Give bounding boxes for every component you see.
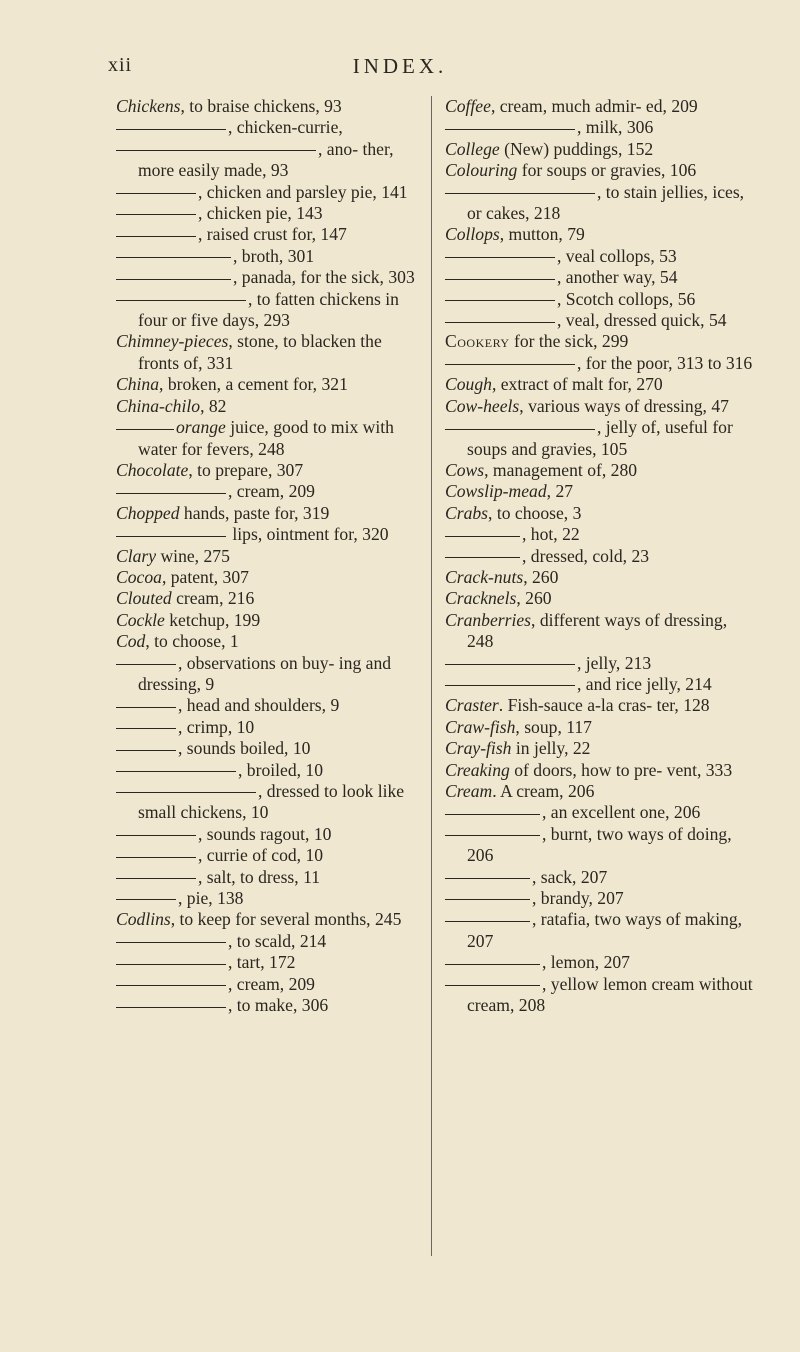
index-entry (445, 396, 755, 417)
index-entry-text: , broken, a cement for, 321 (159, 374, 348, 395)
ditto-dash (116, 664, 176, 665)
index-entry-text: , for the poor, 313 to 316 (577, 352, 753, 373)
index-term: Cranberries (445, 609, 532, 630)
index-entry (445, 867, 755, 888)
ditto-dash (445, 257, 555, 258)
index-entry (116, 653, 422, 696)
index-entry (445, 310, 755, 331)
index-entry-text: , dressed, cold, 23 (522, 545, 650, 566)
index-entry (445, 160, 755, 181)
index-entry-text: , 27 (546, 481, 574, 502)
index-term: Codlins (116, 909, 171, 930)
index-entry (445, 781, 755, 802)
index-entry (116, 588, 422, 609)
ditto-dash (116, 728, 176, 729)
index-entry-text: ketchup, 199 (164, 609, 261, 630)
index-entry (116, 460, 422, 481)
index-entry (116, 546, 422, 567)
ditto-dash (116, 899, 176, 900)
index-entry (445, 610, 755, 653)
index-entry-text: , sack, 207 (532, 866, 608, 887)
index-term: Cough (445, 374, 492, 395)
index-entry-text: , salt, to dress, 11 (198, 866, 321, 887)
index-entry (116, 888, 422, 909)
ditto-dash (445, 985, 540, 986)
index-entry-text: , to scald, 214 (228, 930, 327, 951)
index-entry (116, 717, 422, 738)
ditto-dash (116, 1007, 226, 1008)
right-column (445, 96, 755, 1016)
ditto-dash (445, 322, 555, 323)
ditto-dash (445, 193, 595, 194)
index-term: College (445, 138, 500, 159)
index-entry-text: , veal collops, 53 (557, 245, 677, 266)
index-entry-text: , patent, 307 (161, 566, 249, 587)
index-entry-text: , ratafia, two ways of making, 207 (467, 909, 743, 951)
index-entry-text: of doors, how to pre- vent, 333 (509, 759, 733, 780)
ditto-dash (445, 685, 575, 686)
ditto-dash (116, 964, 226, 965)
index-entry (445, 289, 755, 310)
index-entry (116, 246, 422, 267)
index-entry (116, 503, 422, 524)
index-entry-text: , sounds boiled, 10 (178, 738, 311, 759)
ditto-dash (116, 129, 226, 130)
index-entry-text: , veal, dressed quick, 54 (557, 310, 727, 331)
index-entry-text: , to stain jellies, ices, or cakes, 218 (467, 181, 745, 224)
index-term: Chimney-pieces (116, 331, 229, 352)
index-term: Crack-nuts (445, 566, 524, 587)
index-entry (445, 653, 755, 674)
ditto-dash (116, 236, 196, 237)
index-term: Colouring (445, 160, 518, 181)
index-entry (445, 909, 755, 952)
ditto-dash (116, 878, 196, 879)
index-term: Chocolate (116, 459, 189, 480)
ditto-dash (445, 536, 520, 537)
ditto-dash (445, 664, 575, 665)
index-entry-text: , sounds ragout, 10 (198, 823, 332, 844)
index-entry-text: , tart, 172 (228, 952, 296, 973)
index-entry-text: , 82 (200, 395, 227, 416)
index-entry (445, 588, 755, 609)
index-entry-text: , head and shoulders, 9 (178, 695, 340, 716)
index-entry (445, 481, 755, 502)
ditto-dash (116, 300, 246, 301)
ditto-dash (116, 857, 196, 858)
index-entry (116, 760, 422, 781)
ditto-dash (445, 878, 530, 879)
index-entry-text: , milk, 306 (577, 117, 654, 138)
ditto-dash (445, 429, 595, 430)
index-entry-text: cream, 216 (171, 588, 255, 609)
index-term: Craster (445, 695, 499, 716)
index-entry (445, 888, 755, 909)
index-entry-text: , soup, 117 (515, 716, 592, 737)
index-entry-text: lips, ointment for, 320 (228, 524, 389, 545)
index-entry (445, 503, 755, 524)
ditto-dash (116, 214, 196, 215)
index-entry-text: , lemon, 207 (542, 952, 630, 973)
index-entry-text: , cream, much admir- ed, 209 (490, 96, 698, 116)
index-entry (445, 717, 755, 738)
index-entry (116, 289, 422, 332)
index-entry (116, 845, 422, 866)
index-entry (116, 695, 422, 716)
index-entry-text: , dressed to look like small chickens, 10 (138, 781, 405, 823)
index-entry (445, 738, 755, 759)
ditto-dash (116, 792, 256, 793)
ditto-dash (445, 964, 540, 965)
index-entry (445, 224, 755, 245)
index-entry (116, 417, 422, 460)
index-entry-text: , broth, 301 (233, 245, 315, 266)
index-entry-text: , cream, 209 (228, 481, 315, 502)
index-term: Cows (445, 459, 485, 480)
index-entry (445, 246, 755, 267)
index-entry-text: , jelly of, useful for soups and gravies, 105 (467, 417, 733, 459)
index-entry-text: (New) puddings, 152 (499, 138, 654, 159)
index-term: Craw-fish (445, 716, 516, 737)
index-entry (116, 182, 422, 203)
index-entry-text: , ano- ther, more easily made, 93 (138, 138, 394, 181)
index-entry (116, 567, 422, 588)
index-entry (116, 995, 422, 1016)
ditto-dash (445, 279, 555, 280)
index-entry-text: wine, 275 (156, 545, 230, 566)
index-term: Crabs (445, 502, 489, 523)
index-entry (445, 974, 755, 1017)
index-entry (116, 396, 422, 417)
ditto-dash (445, 557, 520, 558)
index-term: Chickens (116, 96, 181, 116)
index-entry-text: , observations on buy- ing and dressing, 9 (138, 652, 392, 694)
index-entry-text: juice, good to mix with water for fevers, 248 (138, 417, 394, 459)
index-term: Cookery (445, 331, 510, 352)
index-entry-text: , various ways of dressing, 47 (519, 395, 729, 416)
ditto-dash (116, 985, 226, 986)
index-entry-text: hands, paste for, 319 (179, 502, 330, 523)
index-entry (445, 96, 755, 117)
index-entry (445, 331, 755, 352)
index-entry-text: , raised crust for, 147 (198, 224, 347, 245)
index-entry-text: , different ways of dressing, 248 (467, 609, 728, 652)
index-term: Collops (445, 224, 500, 245)
index-term: Cray-fish (445, 738, 512, 759)
index-entry (445, 417, 755, 460)
index-entry (445, 139, 755, 160)
index-entry (116, 481, 422, 502)
index-term: Creaking (445, 759, 510, 780)
index-entry-text: . A cream, 206 (492, 781, 595, 801)
column-divider (431, 96, 432, 1256)
index-entry-text: , 260 (523, 566, 559, 587)
index-entry-text: , pie, 138 (178, 888, 244, 909)
ditto-dash (116, 707, 176, 708)
index-entry (116, 952, 422, 973)
index-entry-text: for soups or gravies, 106 (517, 160, 697, 181)
index-entry-text: , another way, 54 (557, 267, 678, 288)
index-entry (116, 931, 422, 952)
index-entry (445, 760, 755, 781)
index-entry (116, 524, 422, 545)
index-entry-text: , currie of cod, 10 (198, 845, 324, 866)
index-entry-text: , 260 (516, 588, 552, 609)
index-entry (445, 952, 755, 973)
index-entry-text: , chicken pie, 143 (198, 203, 323, 224)
index-term: Cream (445, 781, 493, 801)
index-entry (116, 824, 422, 845)
index-entry (116, 610, 422, 631)
index-entry (116, 974, 422, 995)
index-entry-text: , extract of malt for, 270 (491, 374, 663, 395)
index-term: Clary (116, 545, 157, 566)
page-title: INDEX. (352, 54, 448, 78)
index-entry-text: , to prepare, 307 (188, 459, 304, 480)
ditto-dash (445, 364, 575, 365)
index-entry-text: , broiled, 10 (238, 759, 324, 780)
index-entry-text: , yellow lemon cream without cream, 208 (467, 973, 753, 1016)
index-entry-text: , cream, 209 (228, 973, 315, 994)
index-term: orange (176, 417, 226, 438)
index-entry (116, 331, 422, 374)
index-entry (116, 117, 422, 138)
index-entry (116, 909, 422, 930)
index-entry-text: , hot, 22 (522, 524, 580, 545)
index-entry-text: , to choose, 1 (145, 631, 239, 652)
index-entry-text: , Scotch collops, 56 (557, 288, 696, 309)
index-entry (116, 267, 422, 288)
index-entry-text: , an excellent one, 206 (542, 802, 701, 823)
index-entry-text: , to fatten chickens in four or five days, 293 (138, 288, 399, 331)
index-entry (445, 824, 755, 867)
ditto-dash (116, 257, 231, 258)
ditto-dash (116, 429, 174, 430)
index-entry (445, 802, 755, 823)
ditto-dash (116, 835, 196, 836)
left-column (116, 96, 422, 1016)
index-entry-text: for the sick, 299 (509, 331, 629, 352)
index-entry-text: , crimp, 10 (178, 716, 255, 737)
ditto-dash (445, 300, 555, 301)
ditto-dash (116, 279, 231, 280)
index-entry-text: , to braise chickens, 93 (180, 96, 342, 116)
index-entry-text: , and rice jelly, 214 (577, 673, 712, 694)
index-entry-text: , chicken-currie, (228, 117, 343, 138)
index-entry-text: , burnt, two ways of doing, 206 (467, 823, 732, 866)
index-term: China (116, 374, 160, 395)
ditto-dash (116, 750, 176, 751)
index-entry (445, 267, 755, 288)
index-term: Clouted (116, 588, 172, 609)
index-term: Cowslip-mead (445, 481, 547, 502)
index-term: Coffee (445, 96, 491, 116)
ditto-dash (116, 942, 226, 943)
index-entry-text: , management of, 280 (484, 459, 638, 480)
index-entry (116, 96, 422, 117)
index-entry (445, 524, 755, 545)
index-entry (116, 224, 422, 245)
page-number: xii (108, 54, 133, 76)
index-entry (445, 567, 755, 588)
index-entry-text: , brandy, 207 (532, 888, 624, 909)
index-entry-text: , jelly, 213 (577, 652, 652, 673)
index-entry (445, 353, 755, 374)
index-term: Cockle (116, 609, 165, 630)
index-entry (445, 374, 755, 395)
index-entry-text: , panada, for the sick, 303 (233, 267, 415, 288)
index-entry (445, 182, 755, 225)
ditto-dash (116, 536, 226, 537)
index-term: Cow-heels (445, 395, 520, 416)
index-entry (116, 631, 422, 652)
ditto-dash (445, 129, 575, 130)
index-entry (445, 674, 755, 695)
index-entry-text: , mutton, 79 (499, 224, 585, 245)
ditto-dash (445, 899, 530, 900)
index-entry-text: , to choose, 3 (488, 502, 582, 523)
index-entry (116, 867, 422, 888)
index-entry-text: , to keep for several months, 245 (170, 909, 402, 930)
ditto-dash (116, 193, 196, 194)
index-entry (116, 781, 422, 824)
index-entry (116, 203, 422, 224)
index-entry-text: , stone, to blacken the fronts of, 331 (138, 331, 382, 373)
index-term: Cocoa (116, 566, 162, 587)
index-entry (445, 117, 755, 138)
ditto-dash (445, 814, 540, 815)
index-entry-text: . Fish-sauce a-la cras- ter, 128 (498, 695, 710, 716)
index-entry (445, 695, 755, 716)
index-entry (116, 738, 422, 759)
index-term: Chopped (116, 502, 180, 523)
index-term: China-chilo (116, 395, 201, 416)
index-entry (445, 460, 755, 481)
index-entry (116, 374, 422, 395)
index-entry-text: , chicken and parsley pie, 141 (198, 181, 408, 202)
ditto-dash (445, 921, 530, 922)
ditto-dash (116, 771, 236, 772)
index-term: Cod (116, 631, 146, 652)
ditto-dash (116, 150, 316, 151)
index-term: Cracknels (445, 588, 517, 609)
ditto-dash (445, 835, 540, 836)
index-entry (116, 139, 422, 182)
index-entry-text: , to make, 306 (228, 995, 329, 1016)
index-entry-text: in jelly, 22 (511, 738, 591, 759)
index-entry (445, 546, 755, 567)
ditto-dash (116, 493, 226, 494)
